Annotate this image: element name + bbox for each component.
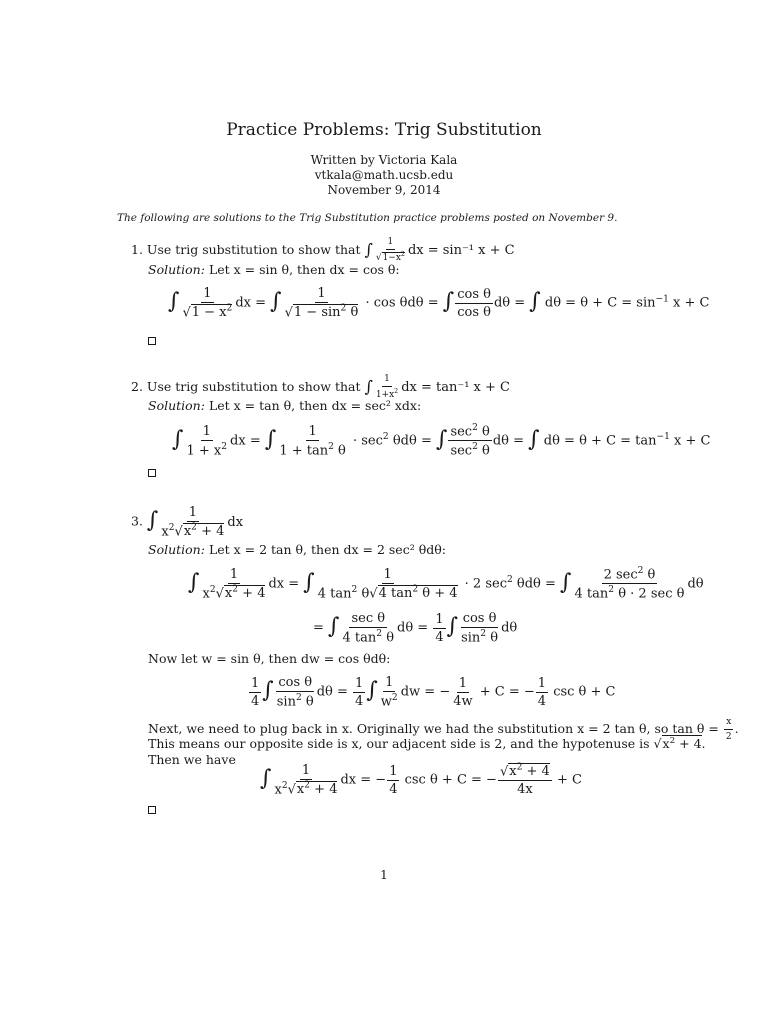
problem-3-plug-back-line-2: This means our opposite side is x, our adjacent side is 2, and the hypotenuse is $√x^2 + 4$.	[148, 736, 706, 752]
problem-2-equation: ∫ $\frac{1}{1 + x^2}$ dx = ∫ $\frac{1}{1 + \tan^2 \theta}$ · $\sec^2 \theta d\theta$ = ∫ $\frac{\sec^2 \theta}{\sec^2 \theta}$ dθ = ∫ $d\theta = \theta + C = \tan^{-1} x + C$	[172, 423, 711, 459]
problem-2-solution-text: Let x = tan θ, then dx = sec² xdx:	[208, 398, 422, 413]
author: Written by Victoria Kala	[310, 153, 458, 167]
problem-1-prompt-integral: ∫ $\frac{1}{√1-x^2}$ dx = sin⁻¹ x + C	[364, 237, 515, 263]
date: November 9, 2014	[327, 183, 441, 197]
problem-2-solution-line	[148, 398, 421, 413]
problem-1-solution-label: Solution:	[148, 262, 205, 277]
problem-3-plug-back-line-1: Next, we need to plug back in x. Originally we had the substitution x = 2 tan θ, so tan θ = $\frac{x}{2}$ .	[148, 717, 739, 742]
problem-3-solution-line	[148, 542, 446, 557]
problem-1-solution-text: Let x = sin θ, then dx = cos θ:	[208, 262, 400, 277]
problem-3-prompt-integral: ∫ $\frac{1}{x^2√x^2 + 4}$ dx	[146, 505, 244, 540]
problem-3-equation-2: = ∫ $\frac{\text{sec θ}}{4 \tan^2 \theta}$ dθ = $\frac{1}{4}$ ∫ $\frac{\text{cos θ}}{\sin^2 \theta}$ dθ	[313, 611, 518, 646]
page-number: 1	[380, 868, 388, 882]
problem-3-number: 3.	[131, 513, 143, 529]
page-title: Practice Problems: Trig Substitution	[226, 120, 542, 140]
problem-2-prompt: Use trig substitution to show that	[146, 379, 361, 394]
problem-1-equation: ∫ $\frac{1}{√1 - x^2}$ dx = ∫ $\frac{1}{√1 - \sin^2 \theta}$ · cos θdθ = ∫ $\frac{\text{cos θ}}{\text{cos θ}}$ dθ = ∫ $d\theta = \theta + C = \sin^{-1} x + C$	[168, 286, 710, 321]
problem-3-equation-3: $\frac{1}{4}$ ∫ $\frac{\text{cos θ}}{\sin^2 \theta}$ dθ = $\frac{1}{4}$ ∫ $\frac{1}{w^2}$ dw = − $\frac{1}{4w}$ + C = − $\frac{1}{4}$ csc θ + C	[251, 675, 616, 710]
problem-3-equation-4: ∫ $\frac{1}{x^2√x^2 + 4}$ dx = − $\frac{1}{4}$ csc θ + C = − $\frac{√x^2 + 4}{4x}$ + C	[260, 763, 582, 798]
email: vtkala@math.ucsb.edu	[314, 168, 454, 182]
problem-1-prompt: Use trig substitution to show that	[146, 242, 361, 257]
problem-3-tan-fraction: $\frac{x}{2}$	[725, 717, 732, 742]
problem-3-solution-label: Solution:	[148, 542, 205, 557]
problem-2-prompt-line	[131, 375, 510, 400]
problem-3-prompt-line	[131, 506, 243, 538]
problem-3-equation-1: ∫ $\frac{1}{x^2√x^2 + 4}$ dx = ∫ $\frac{1}{4 \tan^2 \theta√4 \tan^2 \theta + 4}$ · 2 $\sec^2 \theta d\theta$ = ∫ $\frac{2 \sec^2 \theta}{4 \tan^2 \theta \cdot 2 \sec \theta}$ dθ	[188, 566, 704, 602]
qed-3	[148, 806, 156, 814]
problem-3-now-let: Now let w = sin θ, then dw = cos θdθ:	[148, 651, 391, 666]
qed-1	[148, 337, 156, 345]
problem-1-number: 1.	[131, 242, 143, 257]
problem-2-solution-label: Solution:	[148, 398, 205, 413]
intro-text: The following are solutions to the Trig Substitution practice problems posted on November 9.	[117, 212, 618, 224]
problem-3-solution-text: Let x = 2 tan θ, then dx = 2 sec² θdθ:	[208, 542, 446, 557]
problem-2-number: 2.	[131, 379, 143, 394]
problem-3-then-we-have: Then we have	[148, 752, 236, 767]
problem-1-prompt-line	[131, 238, 515, 263]
problem-1-solution-line	[148, 262, 400, 277]
qed-2	[148, 469, 156, 477]
problem-2-prompt-integral: ∫ $\frac{1}{1+x^2}$ dx = tan⁻¹ x + C	[364, 374, 510, 400]
